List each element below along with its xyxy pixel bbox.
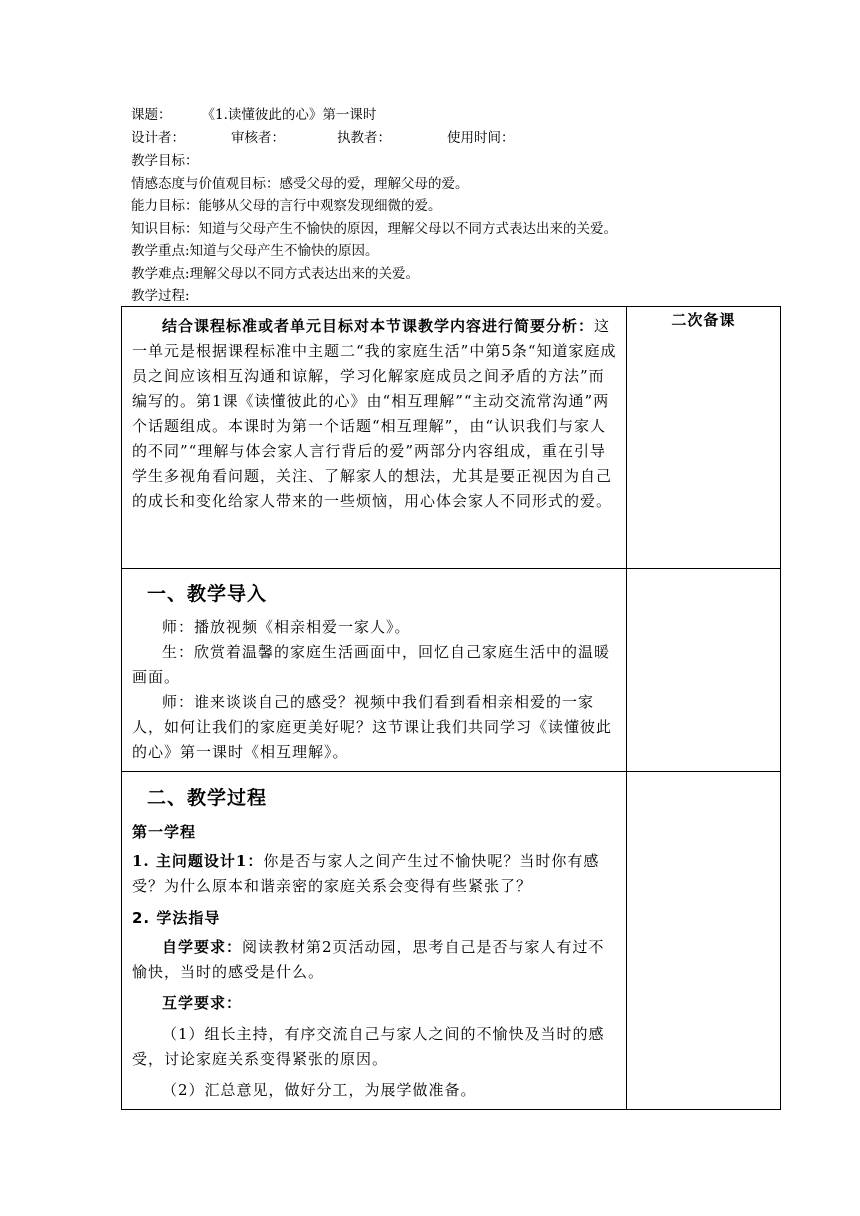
method-title: 2. 学法指导 bbox=[132, 909, 221, 927]
staff-line bbox=[131, 129, 515, 147]
analysis-body: 这一单元是根据课程标准中主题二“我的家庭生活”中第5条“知道家庭成员之间应该相互沟通和谅解，学习化解家庭成员之间矛盾的方法”而编写的。第1课《读懂彼此的心》由“相互理解”“主动交流常沟通”两个话题组成。本课时为第一个话题“相互理解”，由“认识我们与家人的不同”“理解与体会家人言行背后的爱”两部分内容组成，重在引导学生多视角看问题，关注、了解家人的想法，尤其是要正视因为自己的成长和变化给家人带来的一些烦恼，用心体会家人不同形式的爱。 bbox=[132, 317, 617, 510]
stage-title: 第一学程 bbox=[132, 823, 197, 841]
intro-side-cell bbox=[626, 569, 780, 772]
executor-label: 执教者： bbox=[337, 130, 391, 146]
self-study-label: 自学要求： bbox=[162, 938, 243, 956]
process-title: 二、教学过程 bbox=[147, 787, 268, 809]
intro-p1: 师：播放视频《相亲相爱一家人》。 bbox=[162, 618, 411, 636]
intro-p3: 师：谁来谈谈自己的感受？视频中我们看到看相亲相爱的一家人，如何让我们的家庭更美好呢？这节课让我们共同学习《读懂彼此的心》第一课时《相互理解》。 bbox=[132, 693, 613, 761]
designer-label: 设计者： bbox=[131, 130, 185, 146]
usage-time-label: 使用时间： bbox=[447, 130, 515, 146]
mutual-item-1: （1）组长主持，有序交流自己与家人之间的不愉快及当时的感受，讨论家庭关系变得紧张的原因。 bbox=[132, 1025, 605, 1068]
side-notes-title: 二次备课 bbox=[671, 311, 736, 329]
analysis-row bbox=[122, 307, 781, 569]
analysis-cell bbox=[122, 307, 627, 569]
lesson-plan-table bbox=[121, 306, 781, 1110]
topic-line bbox=[131, 106, 376, 124]
process-row bbox=[122, 772, 781, 1110]
analysis-paragraph bbox=[132, 314, 617, 514]
topic-value: 《1.读懂彼此的心》第一课时 bbox=[201, 107, 377, 123]
main-question-text: 你是否与家人之间产生过不愉快呢？当时你有感受？为什么原本和谐亲密的家庭关系会变得有些紧张了？ bbox=[132, 852, 600, 895]
process-side-cell bbox=[626, 772, 780, 1110]
self-study-text: 阅读教材第2页活动园，思考自己是否与家人有过不愉快，当时的感受是什么。 bbox=[132, 938, 605, 981]
intro-row bbox=[122, 569, 781, 772]
topic-label: 课题： bbox=[131, 107, 172, 123]
intro-p2: 生：欣赏着温馨的家庭生活画面中，回忆自己家庭生活中的温暖画面。 bbox=[132, 643, 611, 686]
analysis-lead: 结合课程标准或者单元目标对本节课教学内容进行简要分析： bbox=[162, 317, 595, 335]
reviewer-label: 审核者： bbox=[231, 130, 285, 146]
main-question-label: 1. 主问题设计1： bbox=[132, 852, 264, 870]
mutual-item-2: （2）汇总意见，做好分工，为展学做准备。 bbox=[162, 1081, 477, 1099]
main-question bbox=[132, 849, 617, 899]
goal-emotion: 情感态度与价值观目标：感受父母的爱，理解父母的爱。 bbox=[131, 176, 469, 192]
intro-cell bbox=[122, 569, 627, 772]
mutual-study-label: 互学要求： bbox=[162, 994, 243, 1012]
goal-knowledge: 知识目标：知道与父母产生不愉快的原因，理解父母以不同方式表达出来的关爱。 bbox=[131, 221, 617, 237]
goals-title: 教学目标： bbox=[131, 153, 199, 169]
process-cell bbox=[122, 772, 627, 1110]
difficulty: 教学难点:理解父母以不同方式表达出来的关爱。 bbox=[131, 266, 420, 282]
intro-title: 一、教学导入 bbox=[147, 583, 268, 605]
goal-ability: 能力目标：能够从父母的言行中观察发现细微的爱。 bbox=[131, 198, 442, 214]
process-label: 教学过程: bbox=[131, 288, 190, 304]
key-point: 教学重点:知道与父母产生不愉快的原因。 bbox=[131, 243, 379, 259]
self-study bbox=[132, 935, 617, 985]
side-notes-cell bbox=[626, 307, 780, 569]
